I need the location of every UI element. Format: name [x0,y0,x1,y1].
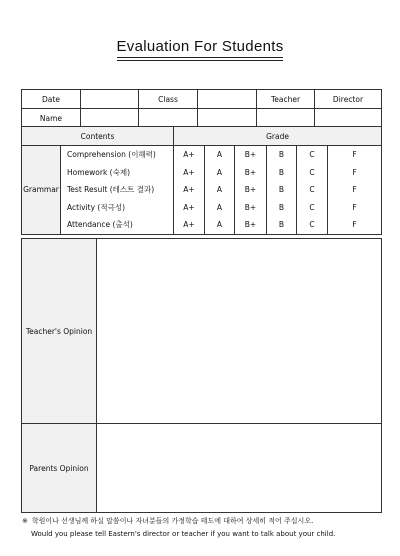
grade-row [22,216,382,234]
grade-row [22,199,382,217]
title-underline-top [117,57,283,58]
teacher-signature-field[interactable] [257,109,315,128]
info-row-name [22,109,382,128]
reference-mark-icon: ※ [22,517,28,525]
opinions-table [21,238,382,513]
grade-option-b-plus[interactable]: B+ [235,199,267,217]
grade-option-c[interactable]: C [297,216,328,234]
name-field-extra-2[interactable] [198,109,257,128]
grade-option-b[interactable]: B [267,199,297,217]
grade-row [22,181,382,199]
teacher-opinion-label: Teacher's Opinion [22,239,97,424]
grade-row [22,146,382,164]
grade-header: Grade [174,127,382,146]
name-label: Name [22,109,81,128]
grade-option-f[interactable]: F [328,181,382,199]
title-underline-bottom [117,60,283,61]
grade-option-a[interactable]: A [205,181,235,199]
parents-opinion-row [22,424,382,513]
class-field[interactable] [198,90,257,109]
grade-option-c[interactable]: C [297,146,328,164]
grade-option-a[interactable]: A [205,199,235,217]
grade-option-b[interactable]: B [267,216,297,234]
criterion-label: Attendance (출석) [61,216,174,234]
form-title: Evaluation For Students [116,38,284,55]
teacher-opinion-field[interactable] [97,239,382,424]
grade-option-b[interactable]: B [267,146,297,164]
date-field[interactable] [81,90,139,109]
grade-option-a[interactable]: A [205,216,235,234]
director-signature-field[interactable] [315,109,382,128]
director-label: Director [315,90,382,109]
grade-option-b-plus[interactable]: B+ [235,181,267,199]
grade-option-b[interactable]: B [267,181,297,199]
parents-opinion-label: Parents Opinion [22,424,97,513]
date-label: Date [22,90,81,109]
note-korean [22,516,313,526]
criterion-label: Comprehension (이해력) [61,146,174,164]
grade-option-a[interactable]: A [205,146,235,164]
grade-option-a-plus[interactable]: A+ [174,216,205,234]
name-field-extra[interactable] [139,109,198,128]
class-label: Class [139,90,198,109]
grade-row [22,164,382,182]
teacher-opinion-row [22,239,382,424]
grade-option-b-plus[interactable]: B+ [235,216,267,234]
grade-option-f[interactable]: F [328,164,382,182]
teacher-label: Teacher [257,90,315,109]
grade-option-a-plus[interactable]: A+ [174,164,205,182]
grade-option-c[interactable]: C [297,164,328,182]
grade-option-f[interactable]: F [328,216,382,234]
grade-option-a-plus[interactable]: A+ [174,181,205,199]
grade-option-f[interactable]: F [328,146,382,164]
contents-header: Contents [22,127,174,146]
grade-option-a-plus[interactable]: A+ [174,146,205,164]
parents-opinion-field[interactable] [97,424,382,513]
grade-option-b-plus[interactable]: B+ [235,164,267,182]
criterion-label: Test Result (테스트 결과) [61,181,174,199]
grade-option-c[interactable]: C [297,181,328,199]
grade-option-b[interactable]: B [267,164,297,182]
criterion-label: Activity (적극성) [61,199,174,217]
grade-option-f[interactable]: F [328,199,382,217]
note-english: Would you please tell Eastern's director or teacher if you want to talk about your child. [31,530,336,538]
criterion-label: Homework (숙제) [61,164,174,182]
grades-header-row [22,127,382,146]
grade-option-a[interactable]: A [205,164,235,182]
info-row-date [22,90,382,109]
grammar-category: Grammar [22,146,61,235]
grades-table [21,126,382,235]
grade-option-c[interactable]: C [297,199,328,217]
name-field[interactable] [81,109,139,128]
info-table [21,89,382,128]
grade-option-a-plus[interactable]: A+ [174,199,205,217]
note-korean-text: 학원이나 선생님께 하실 말씀이나 자녀분들의 가정학습 태도에 대하여 상세히 적어 주십시오. [31,517,314,525]
grade-option-b-plus[interactable]: B+ [235,146,267,164]
